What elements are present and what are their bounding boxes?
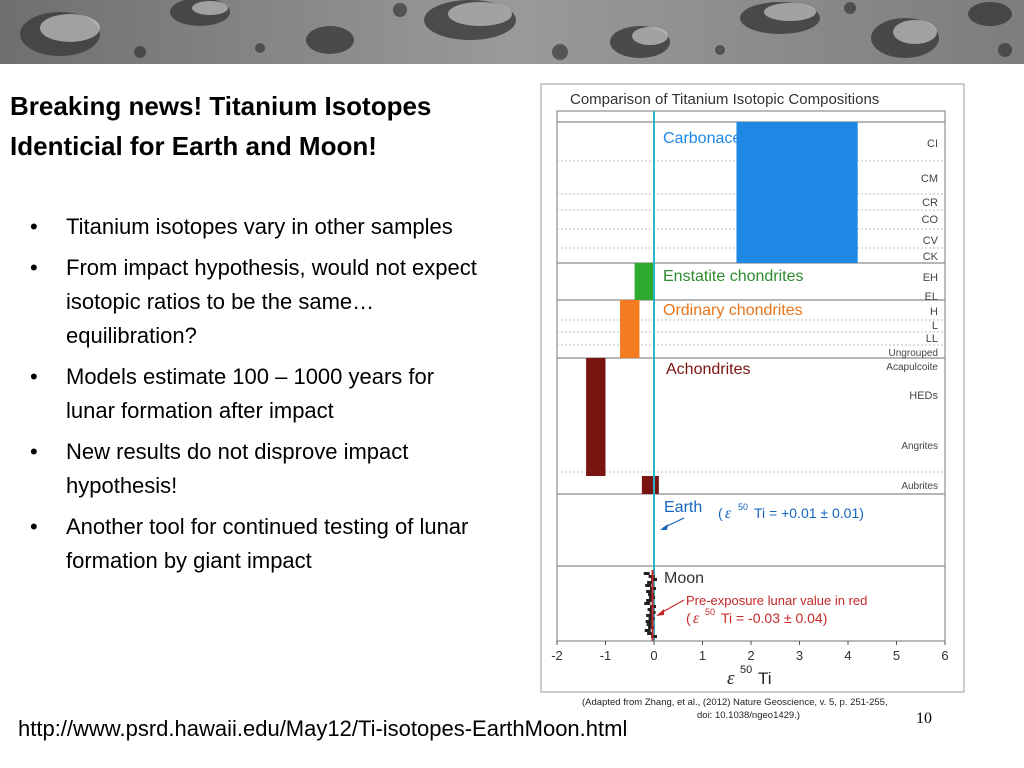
- class-label: HEDs: [909, 390, 938, 402]
- moon-label: Moon: [664, 570, 705, 587]
- x-axis-unit: Ti: [758, 669, 772, 688]
- x-tick-label: 4: [844, 648, 852, 663]
- earth-paren: (: [718, 505, 723, 521]
- moon-sample: [644, 572, 650, 575]
- class-label: CV: [922, 235, 938, 247]
- x-axis-epsilon: ε: [727, 668, 735, 689]
- class-label: CI: [927, 138, 938, 150]
- bullet-text: Another tool for continued testing of lunar formation by giant impact: [66, 514, 469, 573]
- earth-epsilon: ε: [725, 505, 732, 522]
- chart-caption-line: doi: 10.1038/ngeo1429.): [697, 710, 801, 721]
- class-label: EL: [924, 291, 938, 303]
- bullet-text: Titanium isotopes vary in other samples: [66, 214, 453, 239]
- x-tick-label: 0: [650, 648, 658, 663]
- class-label: Acapulcoite: [886, 362, 938, 373]
- class-label: CM: [920, 173, 938, 185]
- bullet-text: From impact hypothesis, would not expect isotopic ratios to be the same…equilibration?: [66, 255, 477, 348]
- x-axis-superscript: 50: [740, 664, 753, 676]
- range-bar: [586, 358, 605, 476]
- moon-sample: [646, 620, 652, 623]
- class-label: Angrites: [901, 441, 938, 452]
- moon-sample: [645, 584, 651, 587]
- group-label: Enstatite chondrites: [663, 268, 804, 285]
- class-label: CR: [922, 197, 938, 209]
- chart-caption-line: (Adapted from Zhang, et al., (2012) Nature Geoscience, v. 5, p. 251-255,: [582, 697, 888, 708]
- moon-sample: [646, 599, 652, 602]
- moon-paren: (: [686, 610, 691, 626]
- x-tick-label: 1: [698, 648, 707, 663]
- range-bar: [620, 300, 639, 358]
- moon-note: Pre-exposure lunar value in red: [686, 593, 868, 608]
- range-bar: [635, 263, 654, 300]
- range-bar: [642, 476, 659, 494]
- earth-value: Ti = +0.01 ± 0.01): [754, 505, 864, 521]
- moon-sample: [646, 614, 652, 617]
- group-label: Achondrites: [666, 361, 751, 378]
- x-tick-label: 3: [795, 648, 804, 663]
- earth-superscript: 50: [738, 502, 749, 512]
- class-label: L: [931, 320, 938, 332]
- bullet-dot: •: [30, 514, 38, 539]
- group-label: Ordinary chondrites: [663, 302, 803, 319]
- bullet-text: New results do not disprove impact hypothesis!: [66, 439, 409, 498]
- x-tick-label: -1: [599, 648, 612, 663]
- moon-sample: [644, 602, 650, 605]
- class-label: Ungrouped: [888, 348, 938, 359]
- x-tick-label: 2: [747, 648, 755, 663]
- moon-superscript: 50: [705, 607, 716, 617]
- class-label: Aubrites: [901, 481, 938, 492]
- earth-label: Earth: [664, 499, 703, 516]
- bullet-dot: •: [30, 255, 38, 280]
- source-url[interactable]: http://www.psrd.hawaii.edu/May12/Ti-isotopes-EarthMoon.html: [18, 716, 628, 741]
- x-tick-label: -2: [551, 648, 563, 663]
- moon-value: Ti = -0.03 ± 0.04): [721, 610, 828, 626]
- page-number: 10: [916, 710, 932, 727]
- x-tick-label: 6: [941, 648, 949, 663]
- bullet-dot: •: [30, 214, 38, 239]
- moon-sample: [646, 590, 652, 593]
- class-label: H: [930, 306, 938, 318]
- bullet-text: Models estimate 100 – 1000 years for lunar formation after impact: [66, 364, 435, 423]
- chart-title: Comparison of Titanium Isotopic Compositions: [570, 91, 880, 108]
- group-label: Carbonaceous chondrites: [663, 130, 846, 147]
- class-label: CO: [921, 214, 938, 226]
- class-label: CK: [922, 251, 938, 263]
- moon-epsilon: ε: [693, 610, 700, 627]
- class-label: EH: [922, 272, 938, 284]
- moon-sample: [645, 629, 651, 632]
- bullet-dot: •: [30, 439, 38, 464]
- class-label: LL: [925, 333, 938, 345]
- x-tick-label: 5: [892, 648, 901, 663]
- slide-title: Breaking news! Titanium Isotopes Identicial for Earth and Moon!: [10, 91, 432, 161]
- bullet-dot: •: [30, 364, 38, 389]
